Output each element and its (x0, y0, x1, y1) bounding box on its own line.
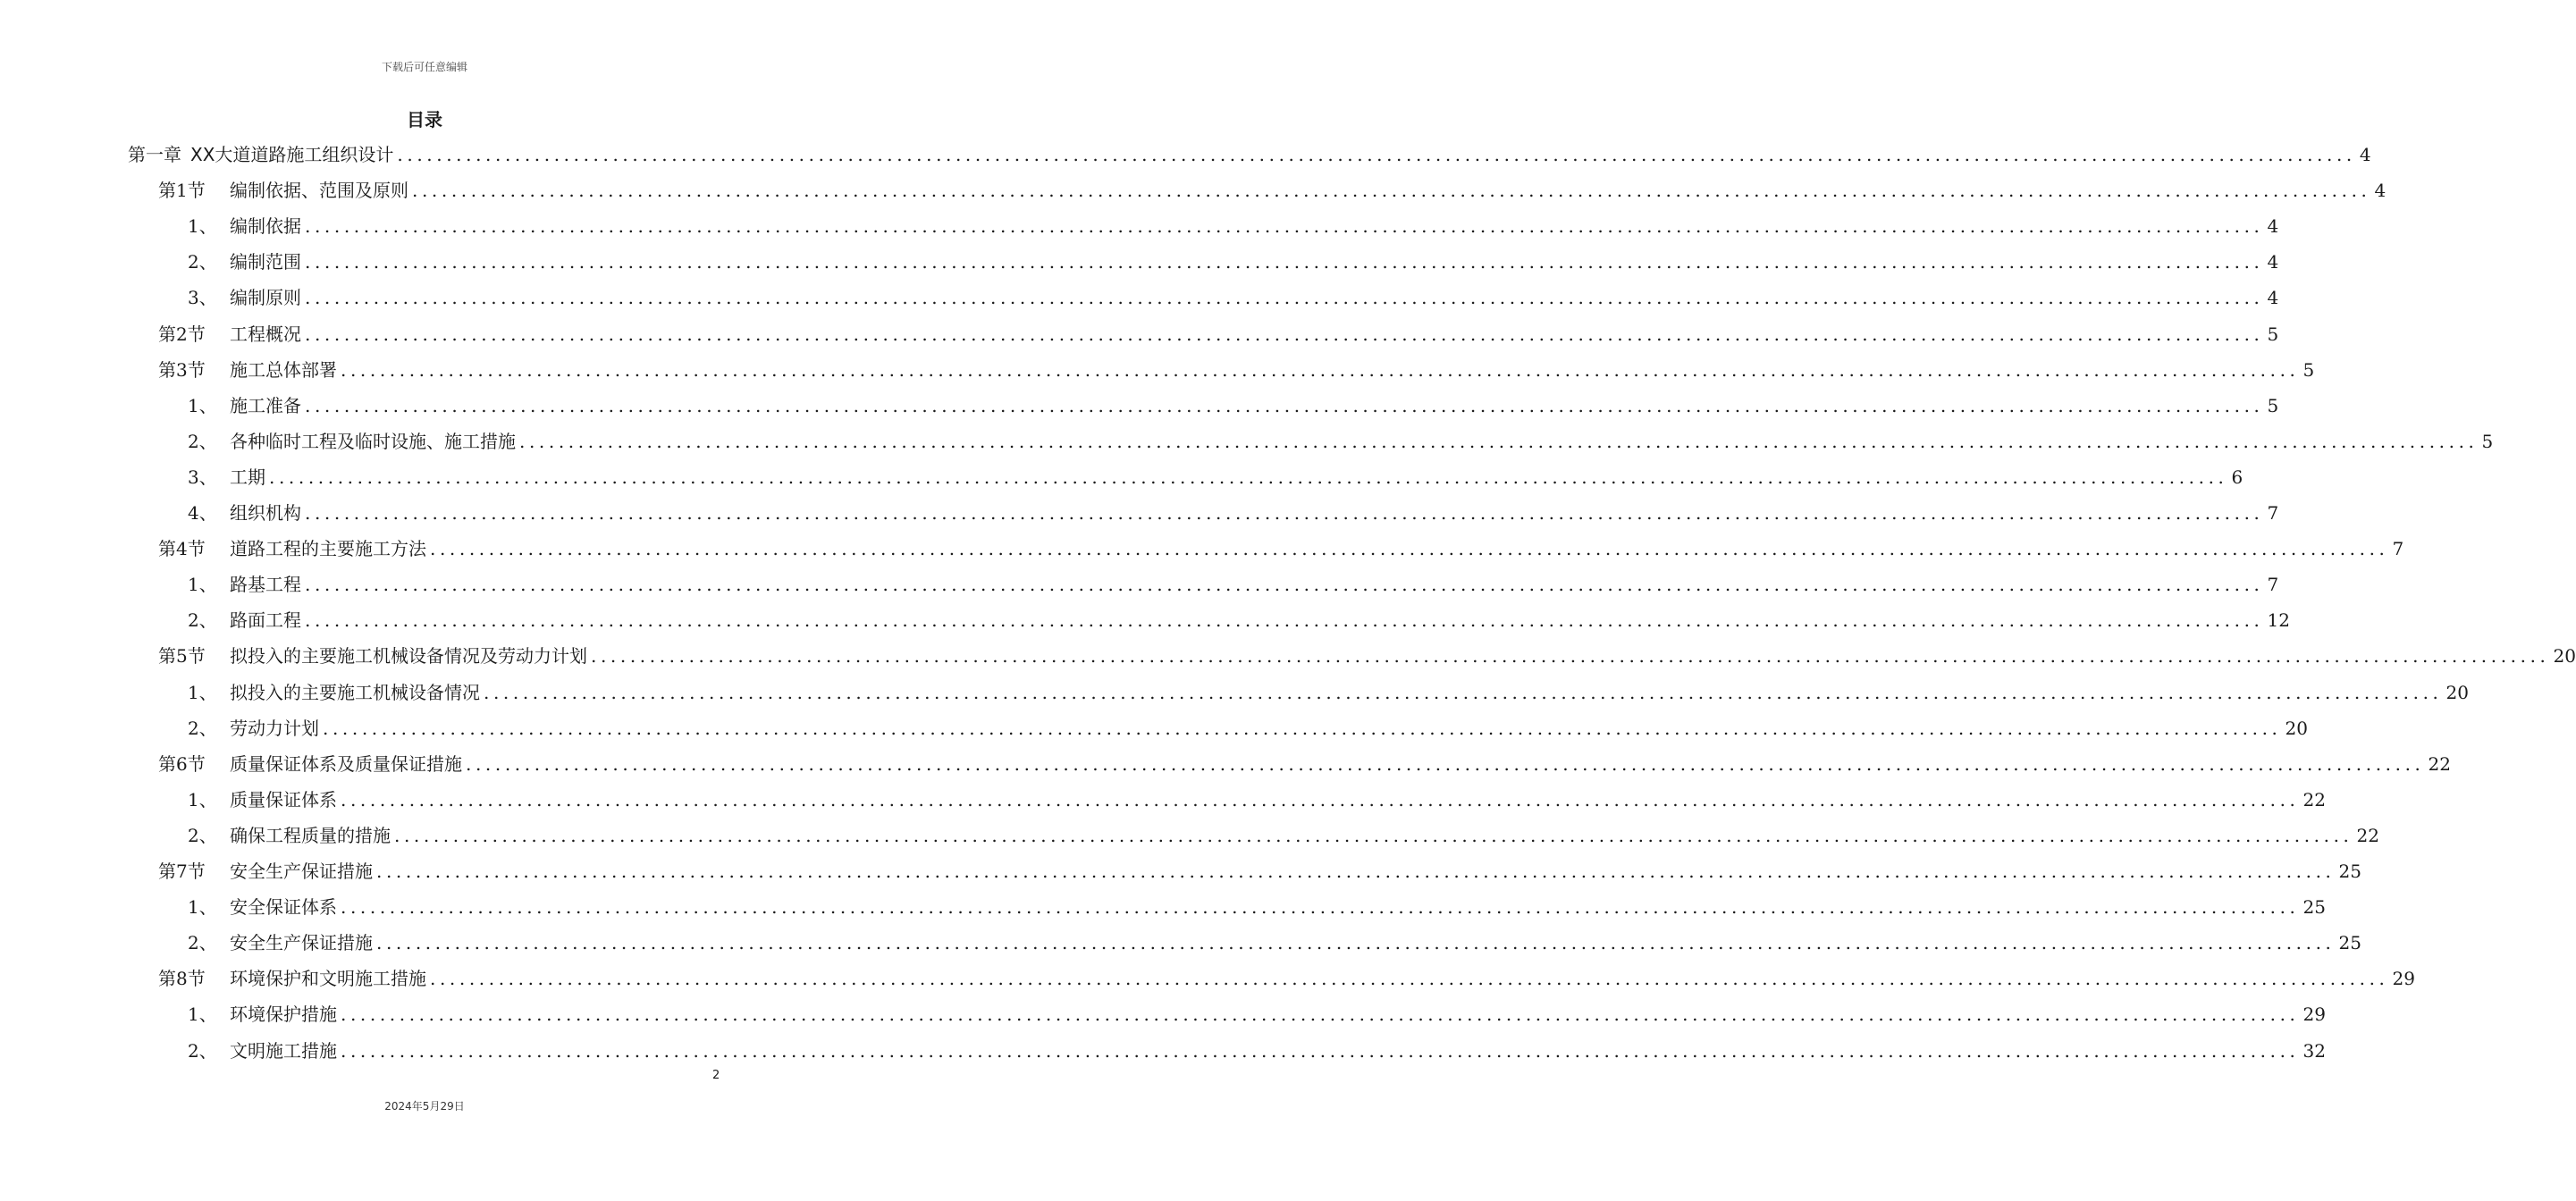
toc-entry-page: 4 (2359, 144, 2371, 165)
toc-entry[interactable] (188, 996, 2326, 1032)
toc-entry-page: 4 (2374, 180, 2387, 202)
toc-dot-leader: ........................................................................................................................................................................................................ (341, 358, 2300, 381)
toc-dot-leader: ........................................................................................................................................................................................................ (305, 609, 2264, 632)
toc-entry-page: 7 (2392, 538, 2404, 560)
toc-entry-number: 2、 (188, 609, 217, 632)
toc-entry[interactable] (188, 280, 2279, 315)
toc-dot-leader: ........................................................................................................................................................................................................ (394, 824, 2353, 846)
toc-entry-number: 1、 (188, 681, 217, 703)
toc-entry-page: 4 (2267, 287, 2279, 309)
toc-entry-title: 文明施工措施 (230, 1039, 337, 1062)
toc-entry-page: 22 (2428, 752, 2451, 775)
toc-dot-leader: ........................................................................................................................................................................................................ (397, 144, 2356, 165)
toc-dot-leader: ........................................................................................................................................................................................................ (323, 717, 2282, 739)
toc-entry[interactable] (188, 675, 2469, 710)
toc-entry[interactable] (158, 316, 2279, 352)
toc-entry[interactable] (158, 531, 2404, 567)
toc-entry-title: 路基工程 (230, 574, 301, 596)
toc-entry-number: 第2节 (158, 323, 206, 345)
toc-entry[interactable] (188, 459, 2243, 495)
toc-entry[interactable] (188, 567, 2279, 602)
toc-entry-page: 4 (2267, 251, 2279, 273)
toc-entry-page: 5 (2481, 430, 2494, 452)
toc-entry-page: 6 (2231, 466, 2243, 488)
toc-entry[interactable] (158, 961, 2415, 996)
toc-entry-page: 22 (2302, 788, 2326, 810)
toc-entry-title: 编制依据、范围及原则 (230, 180, 408, 202)
toc-dot-leader: ........................................................................................................................................................................................................ (305, 394, 2264, 416)
toc-entry-page: 22 (2356, 824, 2379, 846)
toc-entry-number: 3、 (188, 466, 217, 488)
toc-entry-page: 32 (2302, 1039, 2326, 1062)
toc-entry-title: 质量保证体系 (230, 788, 337, 810)
toc-entry-title: 工期 (230, 466, 265, 488)
toc-entry-page: 25 (2302, 896, 2326, 919)
toc-dot-leader: ........................................................................................................................................................................................................ (376, 861, 2336, 882)
toc-entry-number: 2、 (188, 430, 217, 452)
toc-entry[interactable] (188, 388, 2279, 424)
toc-entry-title: 施工总体部署 (230, 358, 337, 381)
toc-dot-leader: ........................................................................................................................................................................................................ (341, 896, 2300, 919)
toc-entry-title: 环境保护和文明施工措施 (230, 968, 426, 990)
toc-entry-number: 3、 (188, 287, 217, 309)
toc-entry-title: 劳动力计划 (230, 717, 319, 739)
toc-entry-page: 20 (2446, 681, 2469, 703)
toc-dot-leader: ........................................................................................................................................................................................................ (376, 932, 2336, 954)
toc-entry-page: 5 (2267, 323, 2279, 345)
toc-entry-page: 25 (2338, 932, 2361, 954)
toc-entry-title: 安全生产保证措施 (230, 932, 373, 954)
toc-dot-leader: ........................................................................................................................................................................................................ (591, 645, 2550, 668)
toc-entry-number: 1、 (188, 215, 217, 238)
toc-entry-title: 编制范围 (230, 251, 301, 273)
page-header: 下载后可任意编辑 (381, 61, 467, 73)
toc-entry-number: 第7节 (158, 861, 206, 882)
toc-dot-leader: ........................................................................................................................................................................................................ (341, 788, 2300, 810)
toc-entry-number: 2、 (188, 932, 217, 954)
toc-entry[interactable] (188, 244, 2279, 280)
toc-entry-page: 20 (2285, 717, 2308, 739)
toc-entry-number: 2、 (188, 717, 217, 739)
toc-entry-title: 编制依据 (230, 215, 301, 238)
toc-entry-number: 4、 (188, 502, 217, 524)
toc-entry[interactable] (188, 1033, 2326, 1069)
toc-dot-leader: ........................................................................................................................................................................................................ (341, 1004, 2300, 1026)
toc-entry-page: 12 (2267, 609, 2290, 632)
toc-entry-title: 拟投入的主要施工机械设备情况及劳动力计划 (230, 645, 587, 668)
toc-entry-title: 工程概况 (230, 323, 301, 345)
toc-title: 目录 (407, 109, 442, 130)
toc-entry-page: 4 (2267, 215, 2279, 238)
toc-entry-number: 1、 (188, 394, 217, 416)
toc-entry-title: 编制原则 (230, 287, 301, 309)
toc-entry-page: 29 (2302, 1004, 2326, 1026)
toc-entry-number: 第1节 (158, 180, 206, 202)
toc-entry[interactable] (188, 602, 2290, 638)
toc-dot-leader: ........................................................................................................................................................................................................ (430, 538, 2389, 560)
toc-entry-title: 安全保证体系 (230, 896, 337, 919)
toc-entry-title: 组织机构 (230, 502, 301, 524)
toc-entry[interactable] (188, 925, 2361, 961)
toc-entry-number: 第5节 (158, 645, 206, 668)
toc-entry-number: 2、 (188, 824, 217, 846)
toc-dot-leader: ........................................................................................................................................................................................................ (305, 251, 2264, 273)
toc-entry[interactable] (158, 746, 2451, 782)
toc-dot-leader: ........................................................................................................................................................................................................ (519, 430, 2479, 452)
toc-entry[interactable] (188, 710, 2308, 746)
toc-dot-leader: ........................................................................................................................................................................................................ (305, 574, 2264, 596)
toc-entry-number: 2、 (188, 251, 217, 273)
toc-dot-leader: ........................................................................................................................................................................................................ (484, 681, 2443, 703)
toc-dot-leader: ........................................................................................................................................................................................................ (341, 1039, 2300, 1062)
toc-entry-page: 20 (2553, 645, 2576, 668)
toc-entry-page: 7 (2267, 574, 2279, 596)
toc-entry[interactable] (158, 352, 2315, 388)
toc-entry-title: 安全生产保证措施 (230, 861, 373, 882)
toc-dot-leader: ........................................................................................................................................................................................................ (305, 502, 2264, 524)
toc-entry-number: 第一章 (128, 144, 181, 165)
toc-entry-title: 道路工程的主要施工方法 (230, 538, 426, 560)
toc-dot-leader: ........................................................................................................................................................................................................ (305, 287, 2264, 309)
toc-entry-number: 第6节 (158, 752, 206, 775)
toc-entry-number: 1、 (188, 1004, 217, 1026)
toc-entry-title: 路面工程 (230, 609, 301, 632)
toc-entry-number: 1、 (188, 574, 217, 596)
toc-entry-number: 第3节 (158, 358, 206, 381)
toc-entry-page: 25 (2338, 861, 2361, 882)
toc-dot-leader: ........................................................................................................................................................................................................ (412, 180, 2371, 202)
toc-entry[interactable] (188, 782, 2326, 818)
toc-entry-number: 1、 (188, 788, 217, 810)
toc-entry-number: 第4节 (158, 538, 206, 560)
toc-entry[interactable] (158, 638, 2576, 674)
toc-entry-page: 5 (2267, 394, 2279, 416)
toc-dot-leader: ........................................................................................................................................................................................................ (305, 215, 2264, 238)
toc-entry-page: 5 (2302, 358, 2315, 381)
toc-entry-title: 环境保护措施 (230, 1004, 337, 1026)
toc-entry-number: 2、 (188, 1039, 217, 1062)
toc-entry[interactable] (188, 208, 2279, 244)
toc-entry-number: 第8节 (158, 968, 206, 990)
toc-entry-title: XX大道道路施工组织设计 (190, 144, 394, 165)
toc-entry[interactable] (128, 137, 2371, 172)
toc-entry[interactable] (188, 889, 2326, 925)
toc-entry-page: 29 (2392, 968, 2415, 990)
toc-entry-number: 1、 (188, 896, 217, 919)
toc-entry-title: 拟投入的主要施工机械设备情况 (230, 681, 480, 703)
toc-entry-title: 确保工程质量的措施 (230, 824, 391, 846)
toc-dot-leader: ........................................................................................................................................................................................................ (269, 466, 2228, 488)
toc-dot-leader: ........................................................................................................................................................................................................ (430, 968, 2389, 990)
toc-dot-leader: ........................................................................................................................................................................................................ (305, 323, 2264, 345)
toc-entry[interactable] (188, 424, 2494, 459)
toc-dot-leader: ........................................................................................................................................................................................................ (466, 752, 2425, 775)
toc-entry-title: 施工准备 (230, 394, 301, 416)
page-number: 2 (712, 1069, 720, 1082)
toc-entry[interactable] (158, 172, 2387, 208)
toc-entry[interactable] (158, 853, 2361, 889)
toc-entry[interactable] (188, 818, 2379, 853)
toc-entry-title: 质量保证体系及质量保证措施 (230, 752, 462, 775)
toc-entry[interactable] (188, 495, 2279, 531)
toc-entry-title: 各种临时工程及临时设施、施工措施 (230, 430, 516, 452)
page-footer-date: 2024年5月29日 (384, 1100, 465, 1113)
toc-entry-page: 7 (2267, 502, 2279, 524)
